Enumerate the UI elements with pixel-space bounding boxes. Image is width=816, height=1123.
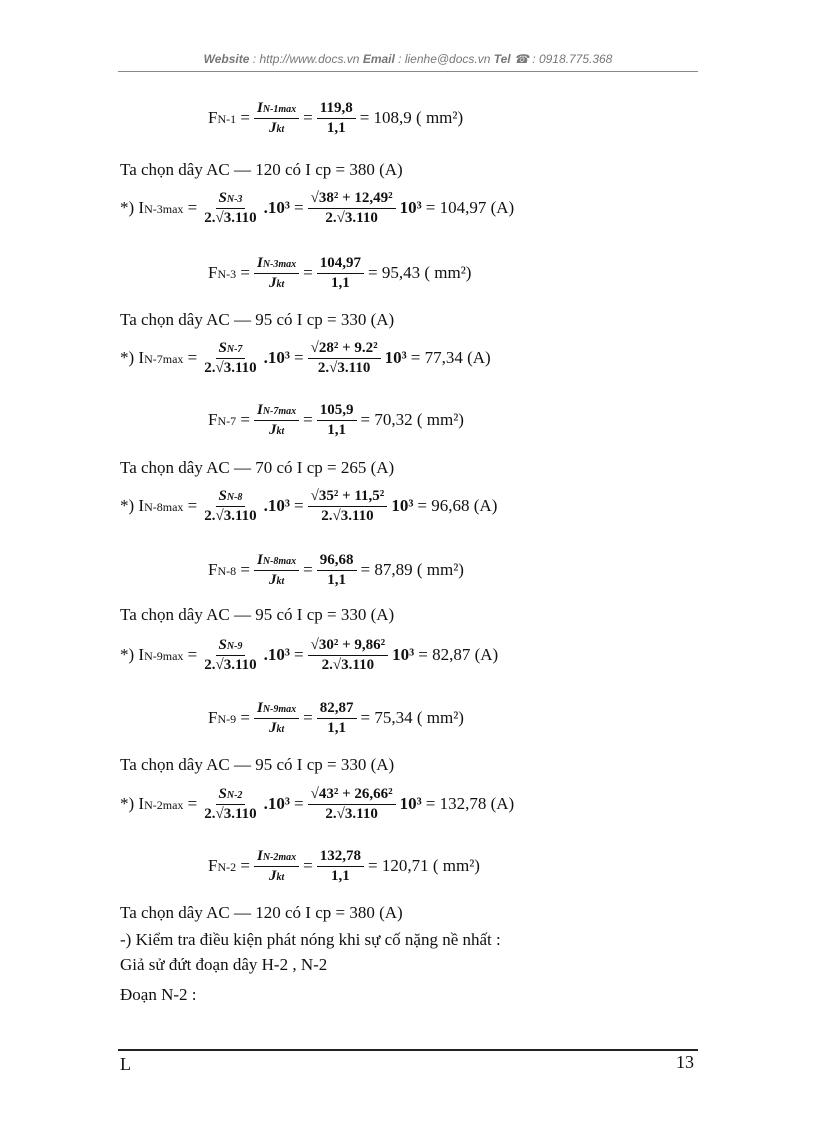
i-result: = 96,68 (A) [417, 496, 498, 515]
sqrt-fraction [308, 637, 389, 673]
f-result: = 108,9 ( mm²) [359, 108, 464, 127]
website-value: : http://www.docs.vn [249, 52, 363, 66]
sqrt-fraction-numerator: √43² + 26,66² [308, 786, 396, 805]
email-value: : lienhe@docs.vn [394, 52, 494, 66]
email-label: Email [362, 52, 395, 66]
f-value-fraction-numerator: 96,68 [317, 552, 357, 571]
text-line: Ta chọn dây AC — 95 có I cp = 330 (A) [120, 605, 395, 624]
website-label: Website [203, 52, 250, 66]
s-fraction-numerator: SN-2 [216, 786, 246, 805]
sqrt-fraction [308, 786, 396, 822]
sqrt-fraction-numerator: √38² + 12,49² [308, 190, 396, 209]
f-var-fraction [254, 848, 299, 884]
s-fraction [201, 488, 259, 524]
f-value-fraction-numerator: 104,97 [317, 255, 364, 274]
power-factor-2: 10³ [399, 198, 422, 217]
f-var-fraction [254, 100, 299, 136]
page-number: 13 [676, 1052, 694, 1072]
s-fraction [201, 637, 259, 673]
i-label: *) IN-8max = [120, 496, 198, 515]
i-formula [120, 190, 514, 226]
equals-sign: = [294, 198, 304, 217]
text-line: Đoạn N-2 : [120, 985, 197, 1004]
f-value-fraction [317, 848, 364, 884]
power-factor: .10³ [263, 794, 291, 813]
f-formula [208, 848, 480, 884]
sqrt-fraction-denominator: 2.√3.110 [325, 805, 378, 822]
footer-left: L [120, 1054, 131, 1074]
s-fraction-denominator: 2.√3.110 [204, 805, 257, 822]
power-factor-2: 10³ [384, 348, 407, 367]
equals-sign: = [303, 856, 313, 875]
f-label: FN-8 = [208, 560, 250, 579]
equals-sign: = [303, 108, 313, 127]
equals-sign: = [303, 708, 313, 727]
i-formula [120, 637, 498, 673]
f-result: = 70,32 ( mm²) [360, 410, 464, 429]
s-fraction-denominator: 2.√3.110 [204, 209, 257, 226]
f-value-fraction-numerator: 82,87 [317, 700, 357, 719]
f-var-fraction-denominator: Jkt [268, 867, 285, 884]
f-var-fraction-numerator: IN-2max [254, 848, 299, 867]
f-value-fraction [317, 255, 364, 291]
equals-sign: = [294, 794, 304, 813]
i-label: *) IN-2max = [120, 794, 198, 813]
i-formula [120, 340, 491, 376]
power-factor: .10³ [263, 348, 291, 367]
power-factor: .10³ [263, 645, 291, 664]
s-fraction-numerator: SN-7 [216, 340, 246, 359]
power-factor: .10³ [263, 198, 291, 217]
sqrt-fraction-denominator: 2.√3.110 [321, 656, 375, 673]
f-formula [208, 255, 471, 291]
s-fraction-denominator: 2.√3.110 [204, 507, 257, 524]
tel-value: ☎ : 0918.775.368 [510, 52, 613, 66]
f-result: = 95,43 ( mm²) [368, 263, 472, 282]
sqrt-fraction-denominator: 2.√3.110 [325, 209, 378, 226]
f-value-fraction-denominator: 1,1 [327, 421, 347, 438]
sqrt-fraction [308, 488, 388, 524]
f-value-fraction-denominator: 1,1 [326, 119, 346, 136]
f-var-fraction-denominator: Jkt [268, 719, 285, 736]
s-fraction [201, 340, 259, 376]
power-factor-2: 10³ [392, 645, 415, 664]
f-value-fraction-denominator: 1,1 [331, 274, 350, 291]
sqrt-fraction-numerator: √30² + 9,86² [308, 637, 389, 656]
f-label: FN-1 = [208, 108, 250, 127]
text-line: Ta chọn dây AC — 120 có I cp = 380 (A) [120, 903, 403, 922]
sqrt-fraction [308, 190, 396, 226]
f-result: = 120,71 ( mm²) [368, 856, 480, 875]
f-var-fraction-numerator: IN-8max [254, 552, 299, 571]
f-formula [208, 700, 464, 736]
i-formula [120, 488, 497, 524]
i-label: *) IN-3max = [120, 198, 198, 217]
f-value-fraction [317, 100, 356, 136]
i-result: = 104,97 (A) [425, 198, 515, 217]
f-value-fraction-denominator: 1,1 [331, 867, 350, 884]
text-line: Ta chọn dây AC — 95 có I cp = 330 (A) [120, 310, 395, 329]
sqrt-fraction-denominator: 2.√3.110 [317, 359, 371, 376]
f-var-fraction-denominator: Jkt [268, 571, 285, 588]
f-formula [208, 402, 464, 438]
f-result: = 87,89 ( mm²) [360, 560, 464, 579]
f-value-fraction [317, 552, 357, 588]
f-var-fraction [254, 552, 299, 588]
f-value-fraction-numerator: 105,9 [317, 402, 357, 421]
sqrt-fraction-numerator: √35² + 11,5² [308, 488, 388, 507]
sqrt-fraction [308, 340, 381, 376]
f-formula [208, 100, 463, 136]
s-fraction-numerator: SN-9 [216, 637, 246, 656]
sqrt-fraction-numerator: √28² + 9.2² [308, 340, 381, 359]
i-result: = 132,78 (A) [425, 794, 515, 813]
f-value-fraction [317, 700, 357, 736]
text-line: Ta chọn dây AC — 95 có I cp = 330 (A) [120, 755, 395, 774]
f-formula [208, 552, 464, 588]
power-factor-2: 10³ [391, 496, 414, 515]
text-line: Ta chọn dây AC — 120 có I cp = 380 (A) [120, 160, 403, 179]
i-result: = 77,34 (A) [410, 348, 491, 367]
power-factor: .10³ [263, 496, 291, 515]
equals-sign: = [303, 560, 313, 579]
f-var-fraction-denominator: Jkt [268, 421, 285, 438]
f-value-fraction-denominator: 1,1 [327, 719, 347, 736]
f-label: FN-2 = [208, 856, 250, 875]
header-rule [118, 71, 698, 72]
equals-sign: = [294, 645, 304, 664]
equals-sign: = [303, 263, 313, 282]
f-var-fraction [254, 700, 299, 736]
f-var-fraction-denominator: Jkt [268, 119, 285, 136]
equals-sign: = [294, 496, 304, 515]
tel-label: Tel [493, 52, 511, 66]
s-fraction [201, 786, 259, 822]
s-fraction-denominator: 2.√3.110 [204, 656, 257, 673]
f-var-fraction-denominator: Jkt [268, 274, 285, 291]
f-label: FN-9 = [208, 708, 250, 727]
i-label: *) IN-9max = [120, 645, 198, 664]
text-line: Giả sử đứt đoạn dây H-2 , N-2 [120, 955, 328, 974]
f-var-fraction-numerator: IN-3max [254, 255, 299, 274]
s-fraction-denominator: 2.√3.110 [204, 359, 257, 376]
text-line: -) Kiểm tra điều kiện phát nóng khi sự cố nặng nề nhất : [120, 930, 501, 949]
f-var-fraction [254, 402, 299, 438]
s-fraction-numerator: SN-8 [216, 488, 246, 507]
i-result: = 82,87 (A) [418, 645, 499, 664]
footer-rule [118, 1049, 698, 1051]
f-value-fraction-numerator: 119,8 [317, 100, 356, 119]
text-line: Ta chọn dây AC — 70 có I cp = 265 (A) [120, 458, 395, 477]
f-label: FN-3 = [208, 263, 250, 282]
i-label: *) IN-7max = [120, 348, 198, 367]
f-var-fraction [254, 255, 299, 291]
f-var-fraction-numerator: IN-9max [254, 700, 299, 719]
f-var-fraction-numerator: IN-7max [254, 402, 299, 421]
f-value-fraction-numerator: 132,78 [317, 848, 364, 867]
power-factor-2: 10³ [399, 794, 422, 813]
page-header [0, 52, 816, 66]
f-value-fraction [317, 402, 357, 438]
equals-sign: = [294, 348, 304, 367]
sqrt-fraction-denominator: 2.√3.110 [321, 507, 374, 524]
f-result: = 75,34 ( mm²) [360, 708, 464, 727]
s-fraction-numerator: SN-3 [216, 190, 246, 209]
i-formula [120, 786, 514, 822]
equals-sign: = [303, 410, 313, 429]
f-var-fraction-numerator: IN-1max [254, 100, 299, 119]
s-fraction [201, 190, 259, 226]
f-label: FN-7 = [208, 410, 250, 429]
f-value-fraction-denominator: 1,1 [327, 571, 347, 588]
